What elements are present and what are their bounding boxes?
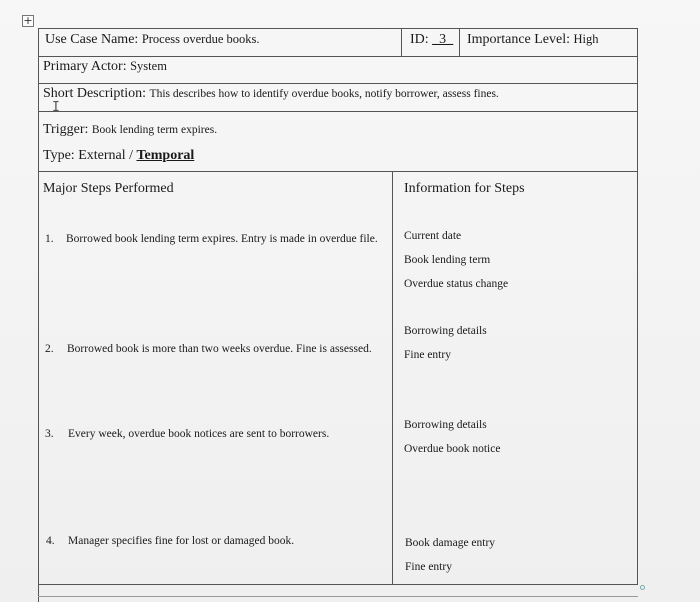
primary-actor-value: System (130, 59, 167, 73)
type-temporal: Temporal (136, 148, 195, 163)
header-column-divider (459, 28, 460, 56)
step-info-item: Overdue book notice (404, 443, 501, 455)
step-text: Borrowed book is more than two weeks overdue. Fine is assessed. (67, 343, 372, 355)
info-column-header: Information for Steps (404, 181, 525, 196)
step-info-item: Current date (404, 230, 462, 242)
type-label: Type: (43, 148, 75, 163)
steps-column-divider (392, 171, 393, 584)
step-number: 4. (46, 535, 55, 547)
table-border-bottom (38, 584, 638, 585)
step-number: 1. (45, 233, 54, 245)
page-edge-line (38, 596, 638, 597)
resize-handle-icon[interactable] (640, 585, 645, 590)
primary-actor-field (43, 59, 167, 75)
use-case-name-value: Process overdue books. (141, 32, 260, 46)
step-info-item: Overdue status change (404, 278, 509, 290)
step-info-item: Book lending term (404, 254, 491, 266)
step-number: 3. (45, 428, 54, 440)
text-cursor-icon: I (52, 100, 60, 115)
id-label: ID: (410, 32, 429, 47)
step-text: Borrowed book lending term expires. Entry is made in overdue file. (66, 233, 378, 245)
trigger-label: Trigger: (43, 122, 89, 137)
primary-actor-label: Primary Actor: (43, 59, 127, 74)
steps-column-header: Major Steps Performed (43, 181, 174, 196)
type-field (43, 148, 194, 164)
importance-value: High (573, 32, 599, 46)
step-info-item: Borrowing details (404, 419, 487, 431)
use-case-name-label: Use Case Name: (45, 32, 139, 47)
short-description-value: This describes how to identify overdue books, notify borrower, assess fines. (149, 88, 499, 100)
type-external: External / (78, 148, 133, 163)
step-info-item: Fine entry (405, 561, 452, 573)
row-divider (38, 56, 638, 57)
row-divider (38, 83, 638, 84)
step-text: Manager specifies fine for lost or damaged book. (68, 535, 295, 547)
header-column-divider (401, 28, 402, 56)
id-field (410, 32, 453, 48)
step-info-item: Book damage entry (405, 537, 496, 549)
importance-label: Importance Level: (467, 32, 571, 47)
table-move-handle-icon[interactable]: + (23, 14, 33, 27)
short-description-field (43, 86, 499, 102)
trigger-field (43, 122, 217, 138)
id-value: _3_ (432, 32, 454, 47)
step-info-item: Borrowing details (404, 325, 487, 337)
use-case-name-field (45, 32, 260, 48)
row-divider (38, 171, 638, 172)
table-border-top (38, 28, 638, 29)
short-description-label: Short Description: (43, 86, 147, 101)
step-info-item: Fine entry (404, 349, 451, 361)
trigger-value: Book lending term expires. (91, 124, 218, 136)
step-number: 2. (45, 343, 54, 355)
importance-field (467, 32, 599, 48)
step-text: Every week, overdue book notices are sent to borrowers. (68, 428, 330, 440)
row-divider (38, 111, 638, 112)
table-border-left (38, 28, 39, 602)
